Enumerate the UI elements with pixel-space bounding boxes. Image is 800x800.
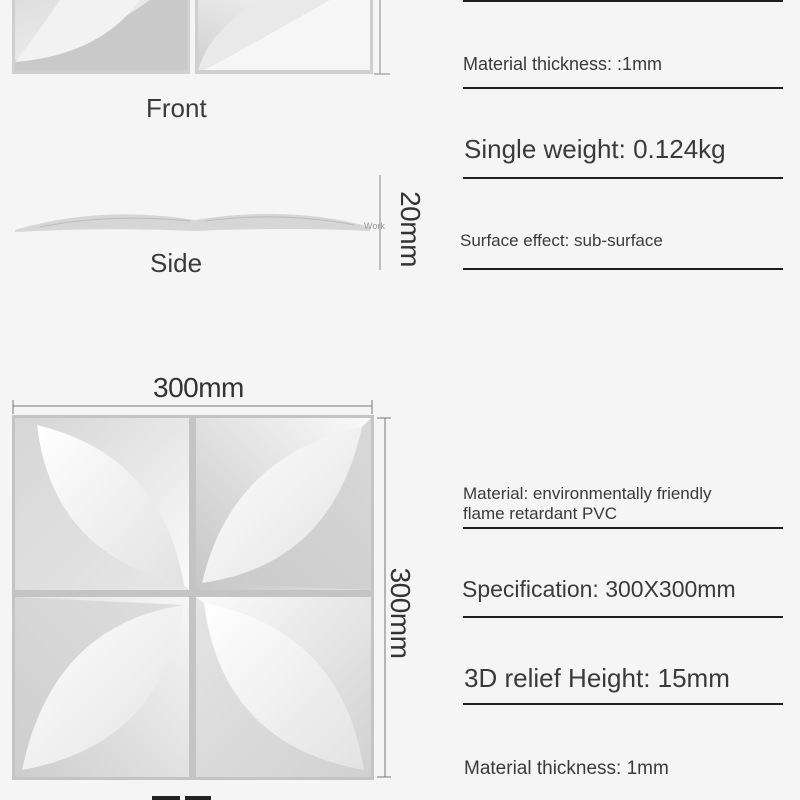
width-dimension-label: 300mm bbox=[153, 372, 244, 403]
spec-rule bbox=[463, 268, 783, 270]
spec-material-line1: Material: environmentally friendly bbox=[463, 484, 712, 503]
spec-rule bbox=[463, 616, 783, 618]
side-dimension-label: 20mm bbox=[395, 191, 426, 267]
panel-front-image bbox=[12, 415, 374, 780]
side-watermark: Work bbox=[364, 221, 385, 231]
spec-rule bbox=[463, 0, 783, 2]
bottom-mark bbox=[185, 796, 211, 800]
spec-material-thickness-bottom: Material thickness: 1mm bbox=[464, 758, 669, 779]
bottom-mark bbox=[152, 796, 180, 800]
spec-single-weight: Single weight: 0.124kg bbox=[464, 134, 726, 164]
spec-specification: Specification: 300X300mm bbox=[462, 576, 736, 602]
side-label: Side bbox=[150, 248, 203, 278]
spec-relief-height: 3D relief Height: 15mm bbox=[464, 663, 730, 693]
spec-surface-effect: Surface effect: sub-surface bbox=[460, 231, 663, 250]
spec-rule bbox=[463, 87, 783, 89]
front-label: Front bbox=[146, 93, 207, 123]
front-panel-image bbox=[0, 0, 400, 80]
height-dimension-label: 300mm bbox=[385, 567, 416, 659]
spec-rule bbox=[463, 527, 783, 529]
spec-material-thickness-top: Material thickness: :1mm bbox=[463, 54, 663, 74]
spec-material-line2: flame retardant PVC bbox=[463, 504, 618, 523]
spec-rule bbox=[463, 177, 783, 179]
spec-rule bbox=[463, 703, 783, 705]
